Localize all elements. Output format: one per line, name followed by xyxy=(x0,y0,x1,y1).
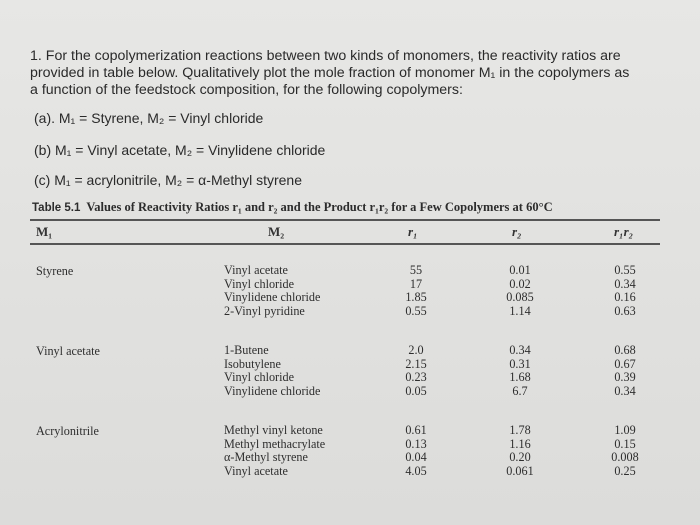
table-cell: 0.23 xyxy=(405,370,427,384)
r1-column xyxy=(396,424,436,478)
r2-column xyxy=(500,424,540,478)
table-cell: 4.05 xyxy=(405,463,427,478)
table-cell: Vinyl acetate xyxy=(224,463,288,478)
table-cell: 0.34 xyxy=(614,276,636,291)
m1-cell: Vinyl acetate xyxy=(36,344,100,358)
m2-column xyxy=(224,424,325,478)
table-cell: 0.04 xyxy=(405,450,427,464)
table-cell: Vinyl chloride xyxy=(224,370,295,384)
r1-column xyxy=(396,344,436,398)
table-cell: 2.15 xyxy=(405,356,427,371)
header-r2: r₂ xyxy=(512,224,522,239)
table-cell: 0.55 xyxy=(405,303,427,318)
table-cell: Vinylidene chloride xyxy=(224,290,321,304)
table-label: Table 5.1 xyxy=(32,202,81,214)
table-cell: Vinylidene chloride xyxy=(224,383,321,398)
table-cell: α-Methyl styrene xyxy=(224,450,308,464)
header-m1: M₁ xyxy=(36,224,53,239)
table-cell: 6.7 xyxy=(512,383,528,398)
table-cell: 0.20 xyxy=(509,450,531,464)
table-cell: 0.01 xyxy=(509,263,531,277)
question-line: 1. For the copolymerization reactions between two kinds of monomers, the reactivity ratios are xyxy=(30,48,621,64)
r1r2-column xyxy=(605,344,645,398)
table-cell: 0.13 xyxy=(405,436,427,451)
table-cell: 1.14 xyxy=(509,303,531,318)
table-cell: 0.63 xyxy=(614,303,636,318)
table-cell: 0.34 xyxy=(614,383,636,398)
table-cell: 0.008 xyxy=(611,450,639,464)
table-cell: 2-Vinyl pyridine xyxy=(224,303,305,318)
table-cell: 2.0 xyxy=(408,343,424,357)
table-cell: 0.34 xyxy=(509,343,531,357)
table-cell: 0.25 xyxy=(614,463,636,478)
table-cell: 0.67 xyxy=(614,356,636,371)
m2-column xyxy=(224,344,320,398)
table-cell: 1.68 xyxy=(509,370,531,384)
m1-cell: Styrene xyxy=(36,264,74,278)
table-cell: 0.31 xyxy=(509,356,531,371)
table-cell: 0.16 xyxy=(614,290,636,304)
table-cell: Methyl methacrylate xyxy=(224,436,326,451)
table-cell: 1.09 xyxy=(614,423,636,437)
m2-column xyxy=(224,264,320,318)
table-cell: 0.085 xyxy=(506,290,534,304)
part-c: (c) M₁ = acrylonitrile, M₂ = α-Methyl styrene xyxy=(34,172,302,188)
table-cell: 55 xyxy=(409,263,423,277)
r1-column xyxy=(396,264,436,318)
table-cell: 0.39 xyxy=(614,370,636,384)
table-cell: Isobutylene xyxy=(224,356,281,371)
table-title: Values of Reactivity Ratios r₁ and r₂ and the Product r₁r₂ for a Few Copolymers at 60°C xyxy=(86,200,553,214)
table-cell: 1.16 xyxy=(509,436,531,451)
table-cell: 0.061 xyxy=(506,463,534,478)
question-line: provided in table below. Qualitatively plot the mole fraction of monomer M₁ in the copolymers as xyxy=(30,65,630,81)
table-cell: Vinyl acetate xyxy=(224,263,288,277)
table-cell: 0.02 xyxy=(509,276,531,291)
header-r1: r₁ xyxy=(408,224,418,239)
header-r1r2: r₁r₂ xyxy=(614,224,634,239)
table-cell: 0.15 xyxy=(614,436,636,451)
table-cell: 1-Butene xyxy=(224,343,269,357)
table-cell: Methyl vinyl ketone xyxy=(224,423,323,437)
table-cell: 0.05 xyxy=(405,383,427,398)
part-b: (b) M₁ = Vinyl acetate, M₂ = Vinylidene chloride xyxy=(34,142,326,158)
r1r2-column xyxy=(605,264,645,318)
table-caption xyxy=(32,200,553,215)
r2-column xyxy=(500,264,540,318)
table-cell: 1.78 xyxy=(509,423,531,437)
table-cell: 0.61 xyxy=(405,423,427,437)
table-cell: Vinyl chloride xyxy=(224,276,295,291)
header-m2: M₂ xyxy=(268,224,285,239)
table-top-rule xyxy=(30,219,660,221)
table-cell: 1.85 xyxy=(405,290,427,304)
table-cell: 0.55 xyxy=(614,263,636,277)
question-line: a function of the feedstock composition, for the following copolymers: xyxy=(30,82,463,98)
r1r2-column xyxy=(605,424,645,478)
part-a: (a). M₁ = Styrene, M₂ = Vinyl chloride xyxy=(34,110,264,126)
r2-column xyxy=(500,344,540,398)
table-cell: 17 xyxy=(409,276,423,291)
question-text xyxy=(30,48,670,99)
table-header-rule xyxy=(30,243,660,245)
m1-cell: Acrylonitrile xyxy=(36,424,99,438)
table-cell: 0.68 xyxy=(614,343,636,357)
